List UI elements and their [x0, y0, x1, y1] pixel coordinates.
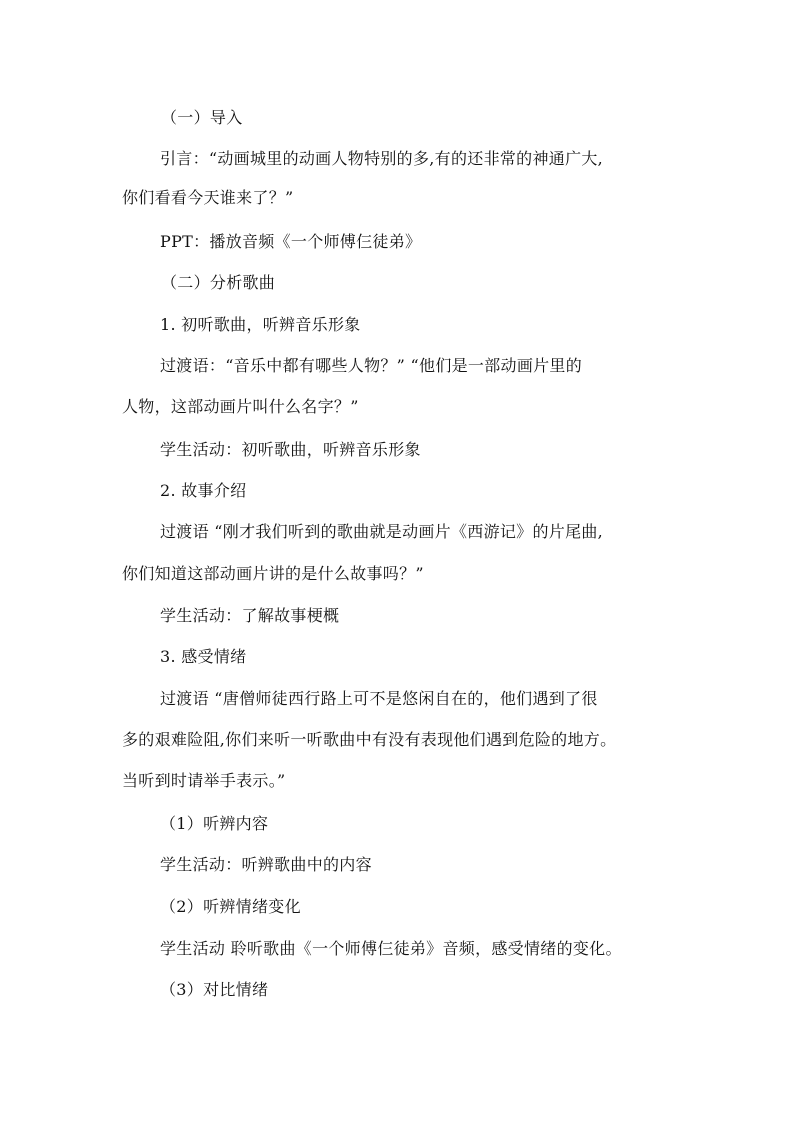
subsection-line: （3）对比情绪 — [160, 980, 269, 999]
paragraph-line: 学生活动：听辨歌曲中的内容 — [160, 855, 372, 874]
subheading-line: 2. 故事介绍 — [160, 481, 247, 500]
paragraph-line: 多的艰难险阻,你们来听一听歌曲中有没有表现他们遇到危险的地方。 — [122, 730, 617, 749]
paragraph-line: 你们知道这部动画片讲的是什么故事吗？” — [122, 564, 424, 583]
paragraph-line: 学生活动：了解故事梗概 — [160, 606, 340, 625]
paragraph-line: 过渡语 “刚才我们听到的歌曲就是动画片《西游记》的片尾曲, — [160, 522, 604, 541]
paragraph-line: 过渡语 “唐僧师徒西行路上可不是悠闲自在的，他们遇到了很 — [160, 689, 598, 708]
subheading-line: 3. 感受情绪 — [160, 647, 247, 666]
paragraph-line: 当听到时请举手表示。” — [122, 771, 286, 790]
section-heading-analysis: （二）分析歌曲 — [161, 273, 276, 292]
subsection-line: （1）听辨内容 — [160, 814, 269, 833]
paragraph-line: 学生活动：初听歌曲，听辨音乐形象 — [160, 440, 421, 459]
paragraph-line: 你们看看今天谁来了？” — [122, 188, 294, 207]
paragraph-line: PPT：播放音频《一个师傅仨徒弟》 — [160, 232, 422, 251]
subsection-line: （2）听辨情绪变化 — [160, 897, 301, 916]
paragraph-line: 引言：“动画城里的动画人物特别的多,有的还非常的神通广大, — [160, 149, 604, 168]
section-heading-intro: （一）导入 — [161, 108, 243, 127]
subheading-line: 1. 初听歌曲，听辨音乐形象 — [160, 315, 361, 334]
paragraph-line: 人物，这部动画片叫什么名字？” — [122, 397, 359, 416]
paragraph-line: 学生活动 聆听歌曲《一个师傅仨徒弟》音频，感受情绪的变化。 — [160, 939, 622, 958]
paragraph-line: 过渡语：“音乐中都有哪些人物？” “他们是一部动画片里的 — [160, 356, 583, 375]
